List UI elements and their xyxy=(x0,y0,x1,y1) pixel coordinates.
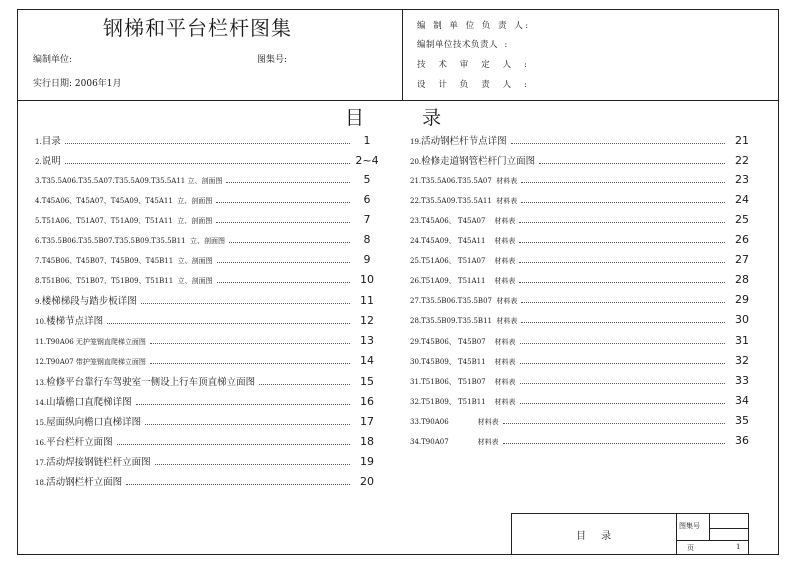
toc-entry-page: 20 xyxy=(360,474,374,488)
toc-leader-dots xyxy=(126,476,350,485)
toc-entry-page: 22 xyxy=(735,154,749,168)
effective-date: 实行日期: 2006年1月 xyxy=(33,79,122,89)
toc-entry-page: 30 xyxy=(735,313,749,327)
toc-leader-dots xyxy=(117,436,350,445)
toc-leader-dots xyxy=(520,395,725,404)
toc-entry-number: 20. xyxy=(410,158,422,167)
toc-leader-dots xyxy=(539,155,725,164)
toc-entry[interactable] xyxy=(35,153,380,169)
toc-entry-page: 25 xyxy=(735,213,749,227)
responsible-line: 技 术 审 定 人 : xyxy=(417,60,530,70)
toc-leader-dots xyxy=(217,274,350,283)
toc-entry[interactable] xyxy=(410,293,755,309)
toc-leader-dots xyxy=(519,274,725,283)
toc-entry-label: 活动钢栏杆节点详图 xyxy=(421,136,507,147)
toc-entry[interactable] xyxy=(35,293,380,309)
heading-char: 录 xyxy=(422,107,442,129)
toc-entry-number: 30. xyxy=(410,357,422,366)
toc-leader-dots xyxy=(503,415,725,424)
toc-entry-label: T90A06 材料表 xyxy=(421,417,499,426)
toc-leader-dots xyxy=(519,254,725,263)
toc-leader-dots xyxy=(521,314,725,323)
toc-entry-label: 平台栏杆立面图 xyxy=(46,436,113,448)
toc-entry[interactable] xyxy=(35,253,380,269)
toc-leader-dots xyxy=(520,355,725,364)
toc-entry[interactable] xyxy=(35,374,380,390)
toc-entry-page: 31 xyxy=(735,333,749,347)
toc-entry[interactable] xyxy=(410,133,755,149)
toc-entry-number: 14. xyxy=(35,398,47,407)
toc-entry-label: T45A09、 T45A11 材料表 xyxy=(421,237,516,246)
toc-entry[interactable] xyxy=(35,414,380,430)
toc-entry-page: 35 xyxy=(735,413,749,427)
title-block-atlas-no: 图集号 xyxy=(679,522,700,530)
toc-leader-dots xyxy=(65,135,350,144)
compiling-unit-label: 编制单位: xyxy=(33,55,73,65)
toc-entry[interactable] xyxy=(410,273,755,289)
toc-entry[interactable] xyxy=(35,313,380,329)
toc-entry-page: 36 xyxy=(735,433,749,447)
toc-entry-number: 19. xyxy=(410,138,422,146)
toc-entry-page: 13 xyxy=(360,333,374,347)
toc-entry-label: T35.5B06.T35.5B07 材料表 xyxy=(421,297,518,306)
toc-entry-number: 26. xyxy=(410,277,422,286)
toc-entry-number: 27. xyxy=(410,297,422,306)
toc-leader-dots xyxy=(511,135,725,144)
toc-entry-number: 21. xyxy=(410,177,422,186)
toc-entry-number: 16. xyxy=(35,438,47,447)
toc-entry-page: 19 xyxy=(360,454,374,468)
toc-entry-label: T35.5A09.T35.5A11 材料表 xyxy=(421,197,518,206)
toc-entry-label: T51A06、T51A07、T51A09、T51A11 立、剖面图 xyxy=(41,217,213,226)
toc-entry-number: 12. xyxy=(35,357,47,366)
toc-entry-page: 27 xyxy=(735,253,749,267)
toc-entry[interactable] xyxy=(35,273,380,289)
toc-entry-label: 检修走道钢管栏杆门立面图 xyxy=(421,156,536,168)
toc-entry-label: T45B06、 T45B07 材料表 xyxy=(421,337,516,346)
toc-entry-label: 山墙檐口直爬梯详图 xyxy=(46,396,132,408)
toc-entry[interactable] xyxy=(410,193,755,209)
toc-entry-number: 10. xyxy=(35,318,47,327)
toc-entry-label: 说明 xyxy=(41,156,61,168)
toc-entry-page: 33 xyxy=(735,373,749,387)
toc-entry-number: 31. xyxy=(410,377,422,386)
toc-entry-page: 21 xyxy=(735,134,749,147)
toc-entry-label: 活动钢栏杆立面图 xyxy=(46,476,123,488)
toc-entry-label: 楼梯节点详图 xyxy=(46,316,104,328)
toc-entry-page: 2~4 xyxy=(355,154,379,168)
toc-entry-number: 7. xyxy=(35,257,42,266)
toc-entry-page: 12 xyxy=(360,314,374,328)
toc-heading xyxy=(345,103,441,130)
toc-entry[interactable] xyxy=(35,193,380,209)
heading-char: 目 xyxy=(345,107,365,129)
toc-entry-label: 检修平台靠行车驾驶室一侧设上行车顶直梯立面图 xyxy=(46,376,256,388)
toc-entry[interactable] xyxy=(410,374,755,390)
toc-entry-label: 活动焊接钢链栏杆立面图 xyxy=(46,456,151,468)
title-block-divider xyxy=(676,513,677,555)
toc-entry-page: 32 xyxy=(735,353,749,367)
toc-leader-dots xyxy=(136,396,350,405)
toc-entry-number: 28. xyxy=(410,317,422,326)
toc-entry-number: 9. xyxy=(35,298,42,307)
toc-leader-dots xyxy=(520,375,725,384)
toc-entry-label: 屋面纵向檐口直梯详图 xyxy=(46,416,142,428)
toc-leader-dots xyxy=(521,174,725,183)
toc-entry-label: T51B09、 T51B11 材料表 xyxy=(421,397,516,406)
toc-entry-number: 2. xyxy=(35,158,42,167)
toc-entry[interactable] xyxy=(35,133,380,149)
toc-entry-label: T51A09、 T51A11 材料表 xyxy=(421,277,516,286)
toc-entry-label: T35.5A06.T35.5A07.T35.5A09.T35.5A11 立、剖面图 xyxy=(41,177,223,186)
toc-entry-page: 16 xyxy=(360,394,374,408)
toc-entry-number: 22. xyxy=(410,197,422,206)
toc-entry-label: T90A07 带护笼钢直爬梯立面图 xyxy=(46,357,146,366)
toc-leader-dots xyxy=(520,335,725,344)
toc-entry-page: 24 xyxy=(735,193,749,207)
toc-entry-page: 18 xyxy=(360,434,374,448)
toc-leader-dots xyxy=(259,376,350,385)
toc-entry-number: 3. xyxy=(35,177,42,186)
toc-entry[interactable] xyxy=(410,173,755,189)
title-block xyxy=(511,513,749,555)
toc-entry-label: T45A06、 T45A07 材料表 xyxy=(421,217,516,226)
toc-leader-dots xyxy=(150,355,350,364)
toc-entry-page: 9 xyxy=(363,253,371,267)
toc-leader-dots xyxy=(155,456,350,465)
document-title: 钢梯和平台栏杆图集 xyxy=(103,16,292,40)
toc-entry-label: T90A07 材料表 xyxy=(421,437,499,446)
toc-entry[interactable] xyxy=(410,394,755,410)
toc-entry-label: T35.5B09.T35.5B11 材料表 xyxy=(421,317,518,326)
toc-entry[interactable] xyxy=(410,434,755,450)
toc-entry-page: 28 xyxy=(735,273,749,287)
toc-entry[interactable] xyxy=(410,354,755,370)
toc-entry[interactable] xyxy=(410,414,755,430)
title-block-divider xyxy=(709,513,710,541)
toc-entry-label: T45B09、 T45B11 材料表 xyxy=(421,357,516,366)
toc-leader-dots xyxy=(145,416,350,425)
toc-entry-page: 5 xyxy=(363,173,371,187)
toc-entry[interactable] xyxy=(35,354,380,370)
toc-entry-number: 4. xyxy=(35,197,42,206)
toc-entry-number: 33. xyxy=(410,417,422,426)
toc-entry[interactable] xyxy=(410,153,755,169)
toc-entry[interactable] xyxy=(410,253,755,269)
toc-entry-number: 8. xyxy=(35,277,42,286)
toc-leader-dots xyxy=(226,174,350,183)
toc-entry-page: 17 xyxy=(360,414,374,428)
toc-leader-dots xyxy=(216,194,350,203)
toc-entry-label: T35.5A06.T35.5A07 材料表 xyxy=(421,177,518,186)
toc-entry[interactable] xyxy=(35,434,380,450)
toc-entry-label: T45A06、T45A07、T45A09、T45A11 立、剖面图 xyxy=(41,197,213,206)
toc-entry-page: 11 xyxy=(360,294,374,308)
toc-leader-dots xyxy=(107,315,350,324)
toc-entry-label: 楼梯梯段与踏步板详图 xyxy=(41,296,137,308)
toc-entry-number: 11. xyxy=(35,337,47,346)
toc-entry-page: 7 xyxy=(363,213,371,227)
responsible-line: 编制单位技术负责人 : xyxy=(417,40,508,50)
toc-entry-page: 23 xyxy=(735,173,749,187)
toc-entry-label: T90A06 无护笼钢直爬梯立面图 xyxy=(46,337,146,346)
toc-entry-label: T51B06、T51B07、T51B09、T51B11 立、剖面图 xyxy=(41,277,213,286)
toc-entry-number: 29. xyxy=(410,337,422,346)
toc-entry-page: 15 xyxy=(360,374,374,388)
toc-entry-page: 14 xyxy=(360,353,374,367)
toc-entry-number: 13. xyxy=(35,378,47,387)
toc-entry-page: 1 xyxy=(363,134,371,147)
toc-leader-dots xyxy=(217,254,350,263)
toc-leader-dots xyxy=(65,155,350,164)
responsible-line: 设 计 负 责 人 : xyxy=(417,80,530,90)
toc-entry-label: T51B06、 T51B07 材料表 xyxy=(421,377,516,386)
responsible-line: 编 制 单 位 负 责 人: xyxy=(417,21,531,31)
toc-leader-dots xyxy=(503,435,725,444)
toc-entry[interactable] xyxy=(35,454,380,470)
toc-entry-page: 26 xyxy=(735,233,749,247)
toc-leader-dots xyxy=(521,294,725,303)
toc-entry-number: 23. xyxy=(410,217,422,226)
title-block-page-label: 页 xyxy=(687,544,694,552)
toc-entry-number: 6. xyxy=(35,237,42,246)
toc-entry[interactable] xyxy=(35,233,380,249)
toc-entry[interactable] xyxy=(35,213,380,229)
toc-leader-dots xyxy=(141,295,350,304)
toc-entry-page: 8 xyxy=(363,233,371,247)
toc-entry[interactable] xyxy=(410,233,755,249)
title-block-divider xyxy=(709,528,749,529)
toc-entry-label: T51A06、 T51A07 材料表 xyxy=(421,257,516,266)
atlas-number-label: 图集号: xyxy=(257,55,288,65)
toc-entry-page: 34 xyxy=(735,393,749,407)
toc-entry-number: 24. xyxy=(410,237,422,246)
toc-entry[interactable] xyxy=(410,313,755,329)
toc-entry[interactable] xyxy=(35,394,380,410)
toc-leader-dots xyxy=(229,234,350,243)
toc-entry-page: 6 xyxy=(363,193,371,207)
toc-entry-number: 25. xyxy=(410,257,422,266)
toc-entry-number: 1. xyxy=(35,138,42,146)
toc-leader-dots xyxy=(216,214,350,223)
toc-entry[interactable] xyxy=(35,474,380,490)
title-block-label: 目 录 xyxy=(576,531,618,542)
title-block-page-number: 1 xyxy=(736,543,741,551)
toc-entry-label: 目录 xyxy=(41,136,61,147)
toc-entry-number: 34. xyxy=(410,437,422,446)
toc-entry[interactable] xyxy=(410,213,755,229)
toc-leader-dots xyxy=(150,335,350,344)
toc-leader-dots xyxy=(519,214,725,223)
title-block-divider xyxy=(676,540,749,541)
toc-entry-page: 29 xyxy=(735,293,749,307)
toc-entry-label: T45B06、T45B07、T45B09、T45B11 立、剖面图 xyxy=(41,257,213,266)
toc-entry[interactable] xyxy=(410,334,755,350)
toc-entry[interactable] xyxy=(35,334,380,350)
toc-entry-label: T35.5B06.T35.5B07.T35.5B09.T35.5B11 立、剖面图 xyxy=(41,237,226,246)
toc-leader-dots xyxy=(519,234,725,243)
toc-entry-number: 18. xyxy=(35,478,47,487)
toc-entry-number: 15. xyxy=(35,418,47,427)
toc-entry-number: 32. xyxy=(410,397,422,406)
toc-entry-number: 17. xyxy=(35,458,47,467)
toc-entry-page: 10 xyxy=(360,273,374,287)
toc-entry[interactable] xyxy=(35,173,380,189)
toc-leader-dots xyxy=(521,194,725,203)
toc-entry-number: 5. xyxy=(35,217,42,226)
